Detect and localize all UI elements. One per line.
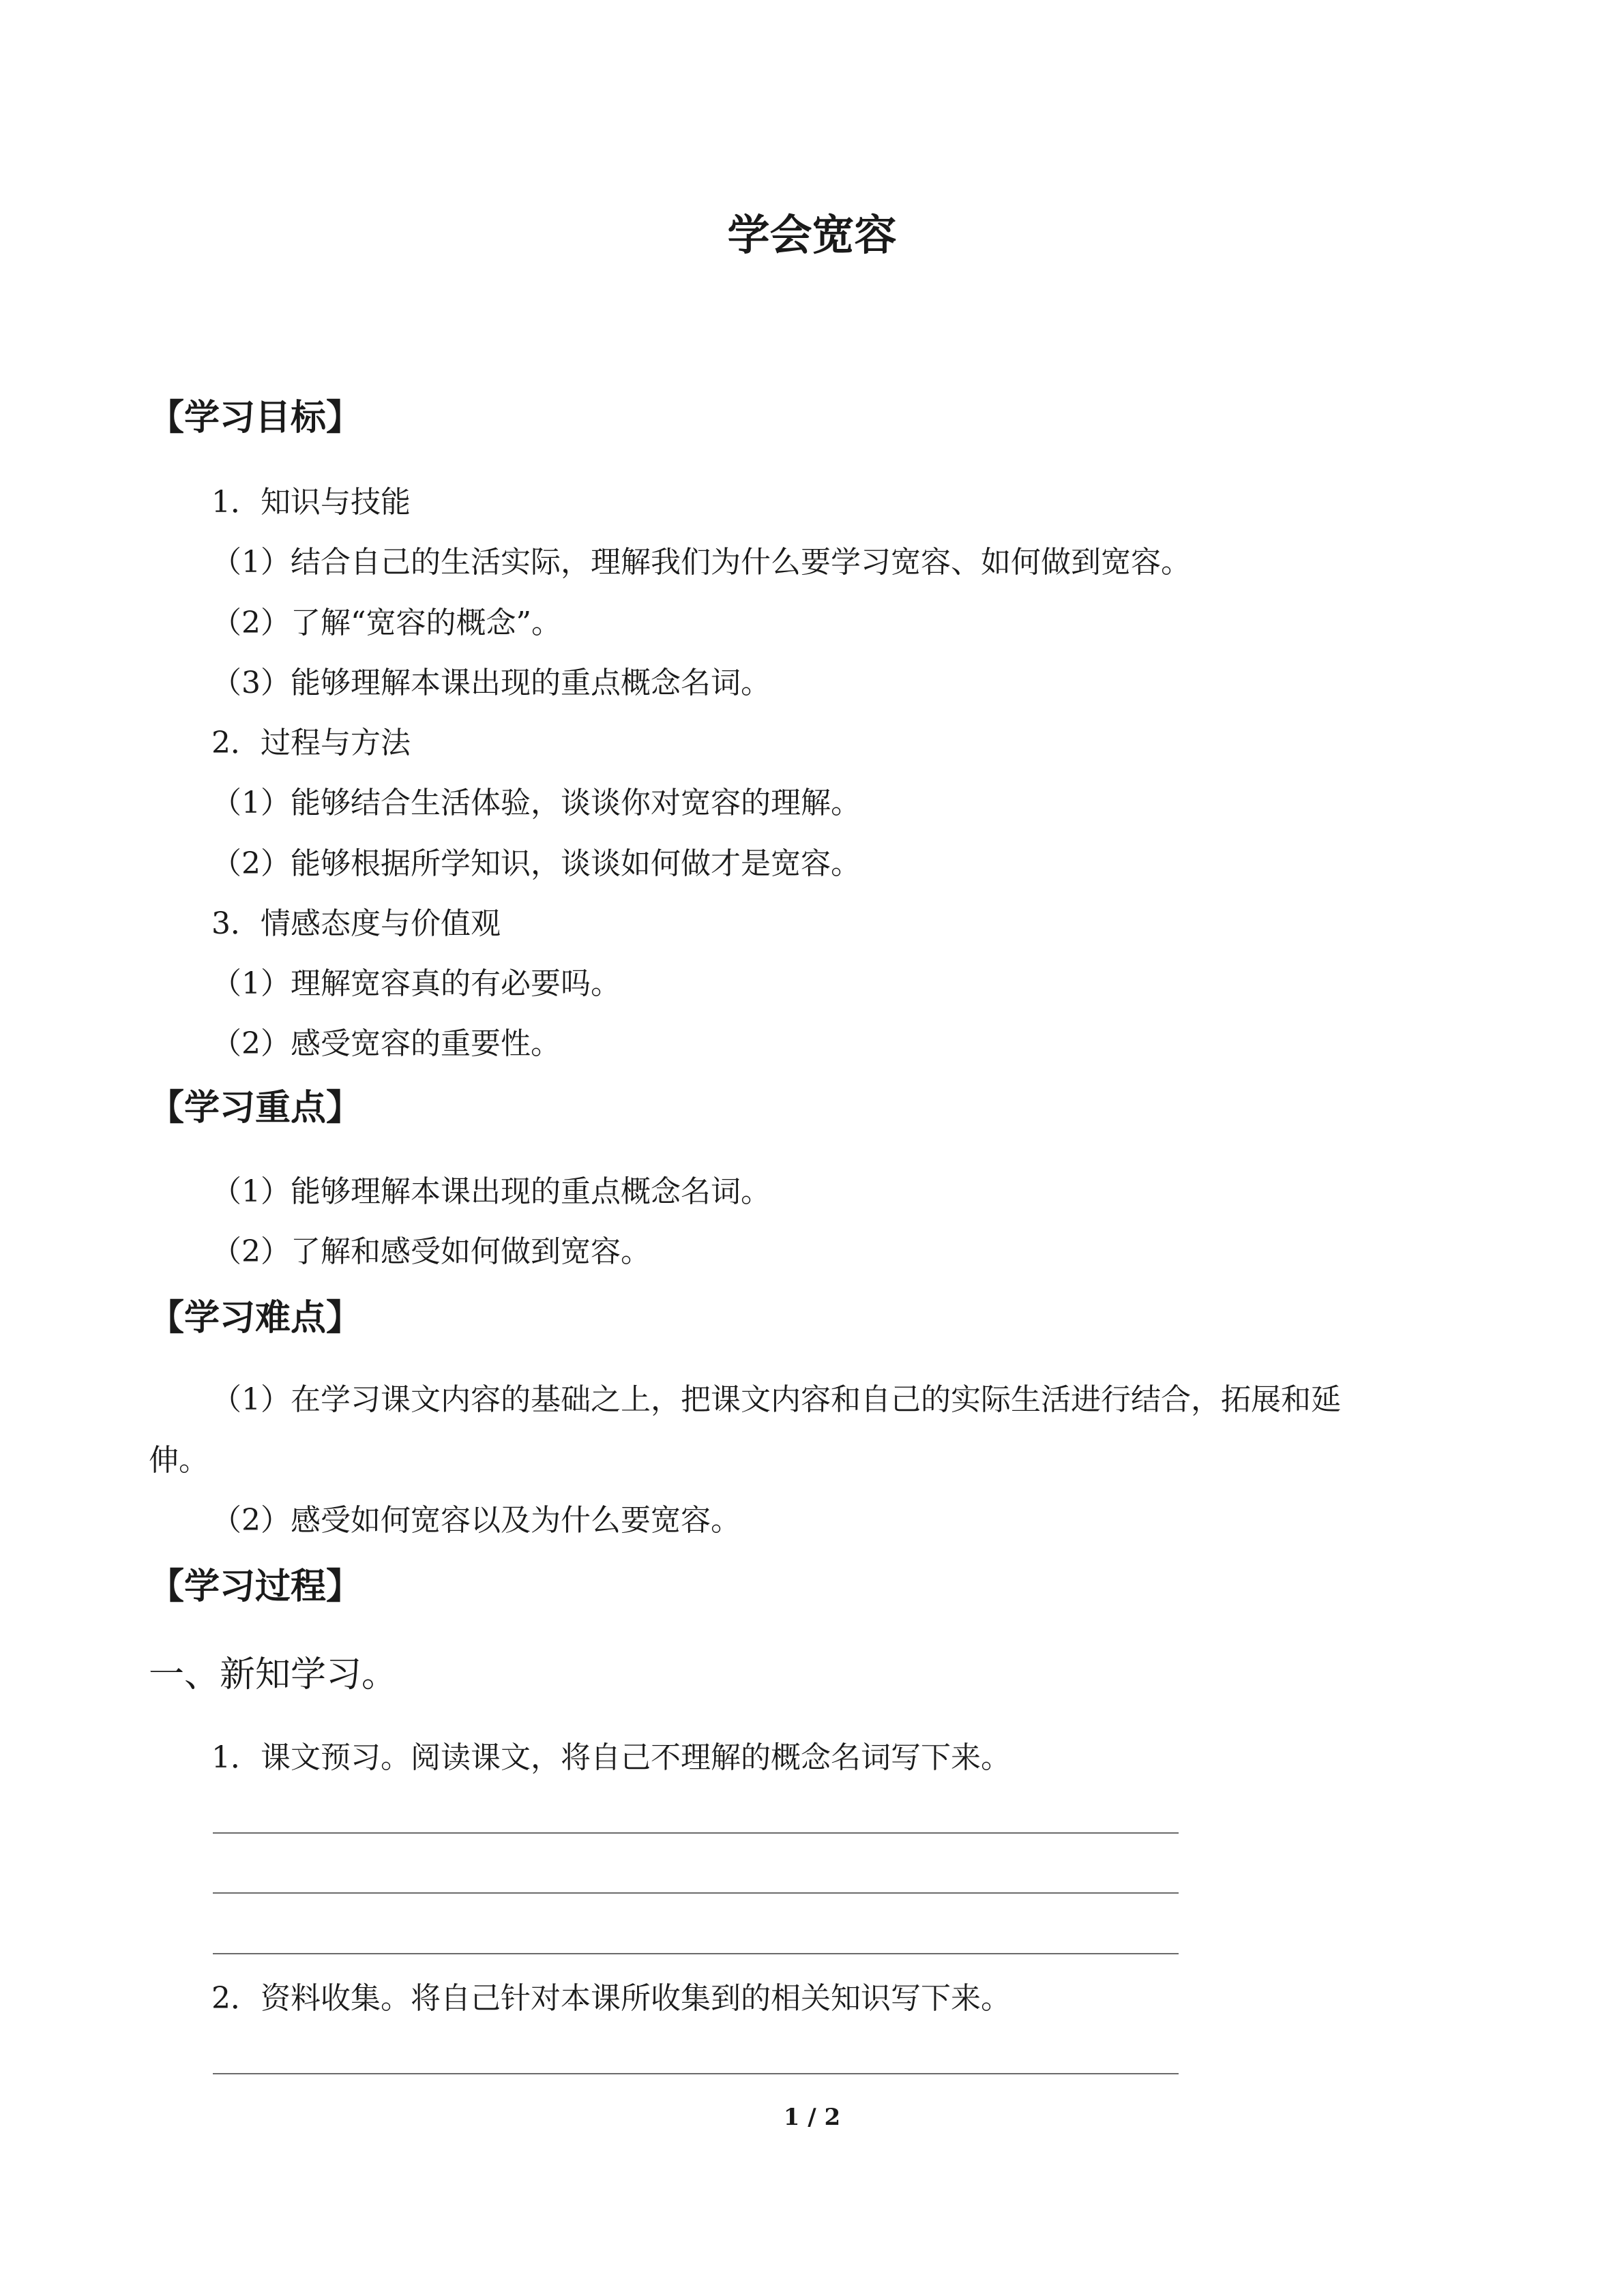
objective-item-1-2: （2）了解“宽容的概念”。 [211,606,561,640]
objective-item-2-2: （2）能够根据所学知识，谈谈如何做才是宽容。 [211,846,861,881]
answer-line [213,1832,1179,1834]
objective-item-1: 1．知识与技能 [211,485,411,520]
page-title: 学会宽容 [727,210,897,260]
process-task-1: 1．课文预习。阅读课文，将自己不理解的概念名词写下来。 [211,1740,1011,1775]
section-heading-objectives: 【学习目标】 [149,398,362,438]
answer-line [213,1892,1179,1894]
answer-line [213,1953,1179,1954]
difficulty-item-1-line-1: （1）在学习课文内容的基础之上，把课文内容和自己的实际生活进行结合，拓展和延 [211,1382,1341,1417]
page-number: 1 / 2 [783,2104,841,2131]
objective-item-2: 2．过程与方法 [211,726,411,760]
answer-line [213,2073,1179,2074]
objective-item-3-1: （1）理解宽容真的有必要吗。 [211,966,621,1001]
section-heading-difficulties: 【学习难点】 [149,1298,362,1339]
difficulty-item-1-line-2: 伸。 [149,1443,209,1478]
process-task-2: 2．资料收集。将自己针对本课所收集到的相关知识写下来。 [211,1981,1011,2016]
objective-item-1-3: （3）能够理解本课出现的重点概念名词。 [211,666,771,700]
objective-item-1-1: （1）结合自己的生活实际，理解我们为什么要学习宽容、如何做到宽容。 [211,545,1191,580]
key-point-item-1: （1）能够理解本课出现的重点概念名词。 [211,1174,771,1209]
process-part-1: 一、新知学习。 [149,1654,398,1695]
objective-item-3: 3．情感态度与价值观 [211,906,501,941]
objective-item-3-2: （2）感受宽容的重要性。 [211,1026,561,1061]
section-heading-process: 【学习过程】 [149,1566,362,1607]
key-point-item-2: （2）了解和感受如何做到宽容。 [211,1234,651,1269]
section-heading-key-points: 【学习重点】 [149,1088,362,1129]
objective-item-2-1: （1）能够结合生活体验，谈谈你对宽容的理解。 [211,786,861,820]
difficulty-item-2: （2）感受如何宽容以及为什么要宽容。 [211,1503,741,1538]
